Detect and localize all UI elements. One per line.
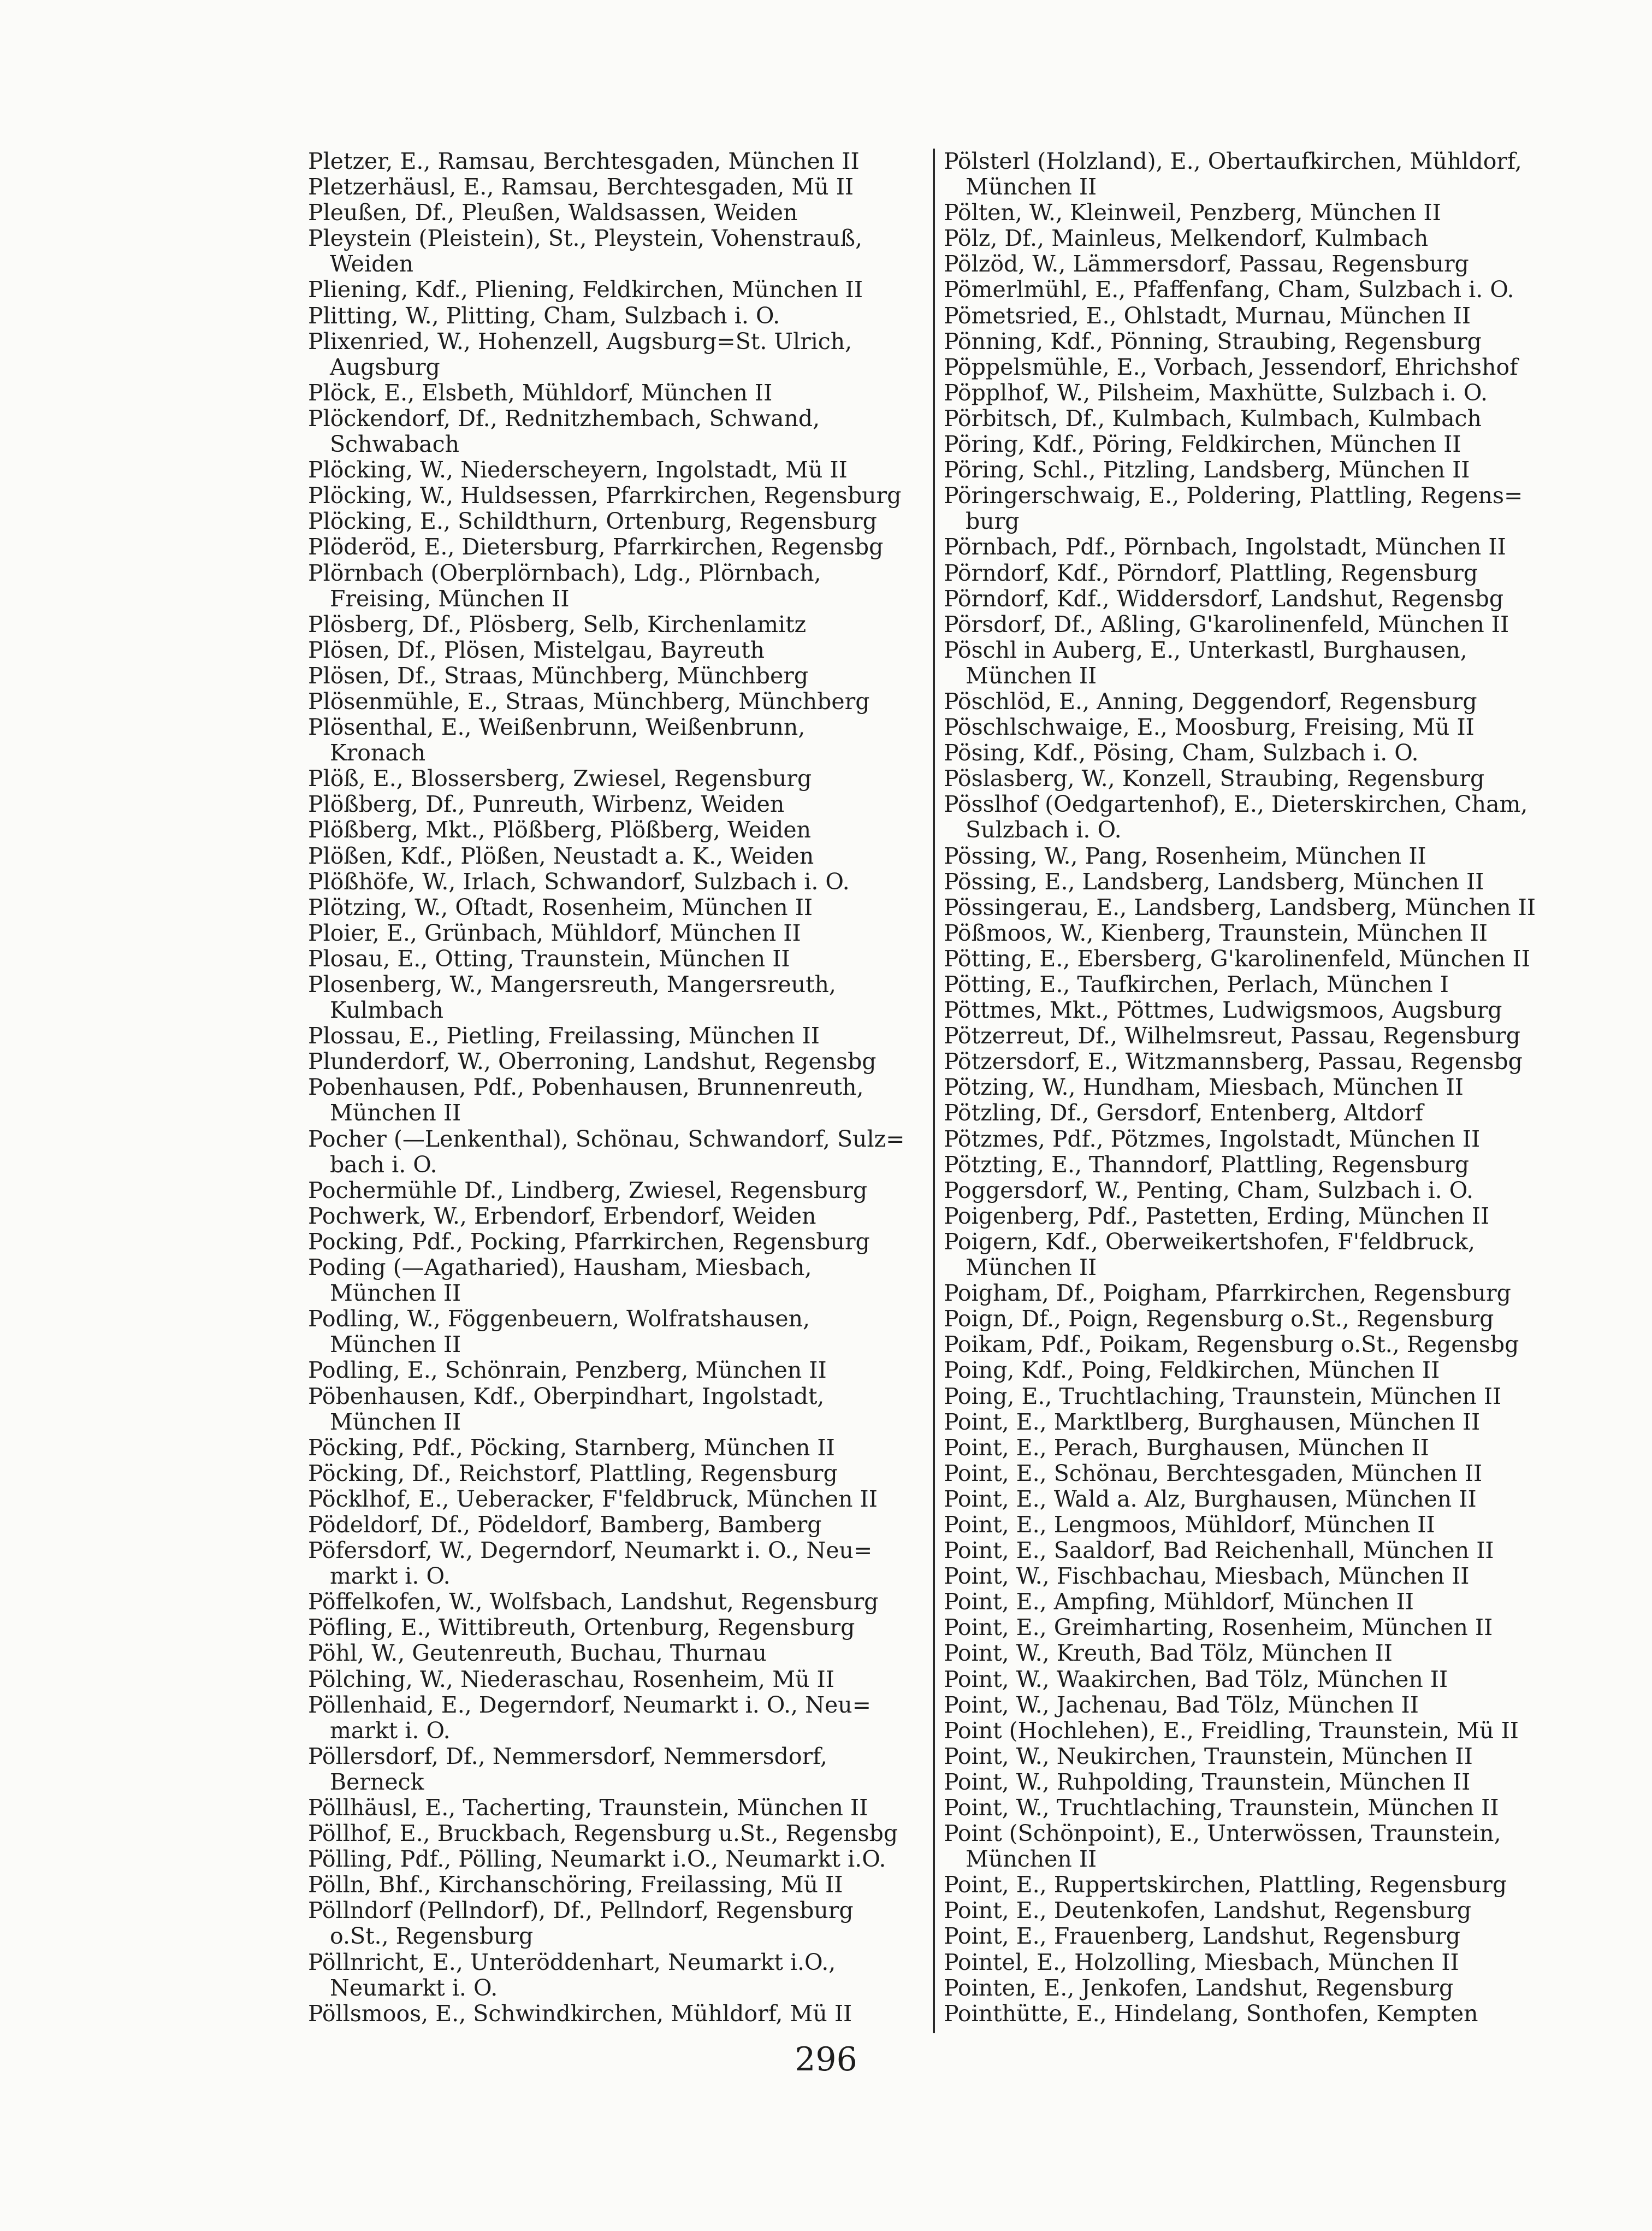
entry-line: Plossau, E., Pietling, Freilassing, München II — [308, 1023, 820, 1049]
entry-line: Plunderdorf, W., Oberroning, Landshut, Regensbg — [308, 1049, 877, 1075]
index-entry — [944, 560, 1565, 586]
entry-line: Podling, E., Schönrain, Penzberg, München II — [308, 1358, 827, 1384]
entry-line: Plöck, E., Elsbeth, Mühldorf, München II — [308, 380, 773, 406]
entry-line: Pörsdorf, Df., Aßling, G'karolinenfeld, München II — [944, 611, 1509, 638]
index-entry — [944, 998, 1565, 1023]
index-entry — [944, 1512, 1565, 1538]
index-entry — [944, 1435, 1565, 1461]
entry-line: Pößmoos, W., Kienberg, Traunstein, München II — [944, 920, 1488, 946]
entry-continuation: München II — [330, 1280, 461, 1307]
entry-line: Pleystein (Pleistein), St., Pleystein, Vohenstrauß, — [308, 226, 863, 252]
entry-line: Point, E., Ruppertskirchen, Plattling, Regensburg — [944, 1872, 1507, 1898]
entry-line: Pössing, E., Landsberg, Landsberg, München II — [944, 869, 1484, 895]
entry-line: Pöfling, E., Wittibreuth, Ortenburg, Regensburg — [308, 1615, 855, 1641]
entry-line: Plörnbach (Oberplörnbach), Ldg., Plörnbach, — [308, 560, 821, 586]
index-entry — [308, 560, 936, 612]
index-entry — [944, 380, 1565, 406]
entry-continuation: Schwabach — [330, 431, 460, 458]
entry-line: Pölln, Bhf., Kirchanschöring, Freilassing, Mü II — [308, 1872, 843, 1898]
entry-continuation: München II — [330, 1408, 461, 1435]
entry-line: Pötzersdorf, E., Witzmannsberg, Passau, Regensbg — [944, 1049, 1523, 1075]
entry-continuation: München II — [966, 1846, 1097, 1873]
index-entry — [944, 1229, 1565, 1280]
index-entry — [308, 1795, 936, 1821]
right-column — [944, 149, 1565, 2027]
index-entry — [944, 1152, 1565, 1178]
index-entry — [308, 149, 936, 174]
index-entry — [944, 2001, 1565, 2027]
index-entry — [944, 1100, 1565, 1126]
index-entry — [944, 612, 1565, 638]
entry-line: Pödeldorf, Df., Pödeldorf, Bamberg, Bamberg — [308, 1512, 822, 1538]
entry-line: Pöcking, Df., Reichstorf, Plattling, Regensburg — [308, 1460, 838, 1486]
entry-line: Point, E., Greimharting, Rosenheim, München II — [944, 1615, 1493, 1641]
entry-line: Pösing, Kdf., Pösing, Cham, Sulzbach i. O. — [944, 740, 1419, 766]
index-entry — [308, 869, 936, 895]
index-entry — [308, 1821, 936, 1846]
entry-line: Pöschlöd, E., Anning, Deggendorf, Regensburg — [944, 688, 1477, 715]
entry-continuation: Weiden — [330, 251, 414, 278]
index-entry — [308, 1435, 936, 1461]
index-entry — [944, 432, 1565, 457]
index-entry — [944, 1126, 1565, 1152]
index-entry — [308, 483, 936, 509]
index-entry — [944, 1821, 1565, 1872]
entry-line: Pointel, E., Holzolling, Miesbach, München II — [944, 1949, 1459, 1975]
column-divider — [933, 149, 935, 2033]
entry-line: Plösberg, Df., Plösberg, Selb, Kirchenlamitz — [308, 611, 807, 638]
entry-line: Pölzöd, W., Lämmersdorf, Passau, Regensburg — [944, 251, 1469, 278]
index-entry — [944, 1872, 1565, 1898]
index-entry — [944, 1306, 1565, 1332]
entry-continuation: burg — [966, 508, 1020, 535]
index-entry — [308, 638, 936, 663]
entry-line: Point, W., Ruhpolding, Traunstein, München II — [944, 1769, 1471, 1795]
entry-line: Poing, E., Truchtlaching, Traunstein, München II — [944, 1383, 1502, 1409]
entry-line: Pöllsmoos, E., Schwindkirchen, Mühldorf, Mü II — [308, 2000, 852, 2027]
index-entry — [944, 792, 1565, 843]
entry-line: Poigern, Kdf., Oberweikertshofen, F'feldbruck, — [944, 1229, 1476, 1255]
index-entry — [308, 1692, 936, 1744]
index-entry — [308, 1075, 936, 1126]
index-entry — [944, 1692, 1565, 1718]
entry-line: Pölsterl (Holzland), E., Obertaufkirchen, Mühldorf, — [944, 149, 1522, 174]
index-entry — [308, 1950, 936, 2001]
index-entry — [308, 1486, 936, 1512]
index-entry — [944, 457, 1565, 483]
index-entry — [308, 457, 936, 483]
index-entry — [308, 1512, 936, 1538]
index-entry — [944, 1332, 1565, 1358]
entry-line: Point, E., Wald a. Alz, Burghausen, München II — [944, 1486, 1477, 1512]
entry-line: Pömetsried, E., Ohlstadt, Murnau, München II — [944, 303, 1471, 329]
index-entry — [944, 740, 1565, 766]
entry-continuation: Kronach — [330, 740, 426, 766]
entry-line: Plösen, Df., Plösen, Mistelgau, Bayreuth — [308, 637, 765, 663]
entry-line: Pöring, Kdf., Pöring, Feldkirchen, München II — [944, 432, 1461, 458]
index-entry — [308, 1872, 936, 1898]
entry-line: Pörndorf, Kdf., Widdersdorf, Landshut, Regensbg — [944, 586, 1504, 612]
index-entry — [944, 1384, 1565, 1409]
index-entry — [944, 1049, 1565, 1075]
entry-line: Point, E., Deutenkofen, Landshut, Regensburg — [944, 1898, 1472, 1924]
entry-continuation: Freising, München II — [330, 585, 570, 612]
index-entry — [308, 329, 936, 380]
entry-line: Poigham, Df., Poigham, Pfarrkirchen, Regensburg — [944, 1280, 1511, 1307]
entry-line: Plöcking, E., Schildthurn, Ortenburg, Regensburg — [308, 509, 877, 535]
entry-line: Pöring, Schl., Pitzling, Landsberg, München II — [944, 457, 1470, 483]
entry-continuation: markt i. O. — [330, 1717, 451, 1744]
entry-line: Plöderöd, E., Dietersburg, Pfarrkirchen, Regensbg — [308, 534, 884, 560]
index-entry — [308, 612, 936, 638]
index-entry — [944, 1615, 1565, 1640]
entry-continuation: Neumarkt i. O. — [330, 1974, 498, 2001]
entry-line: Pocking, Pdf., Pocking, Pfarrkirchen, Regensburg — [308, 1229, 870, 1255]
entry-line: Point, E., Schönau, Berchtesgaden, München II — [944, 1460, 1483, 1486]
entry-line: Poigenberg, Pdf., Pastetten, Erding, München II — [944, 1203, 1490, 1229]
entry-line: Pötzling, Df., Gersdorf, Entenberg, Altdorf — [944, 1100, 1424, 1126]
entry-line: Pliening, Kdf., Pliening, Feldkirchen, München II — [308, 277, 863, 303]
entry-line: Plitting, W., Plitting, Cham, Sulzbach i. O. — [308, 303, 780, 329]
index-entry — [308, 1744, 936, 1795]
index-entry — [944, 1538, 1565, 1563]
index-entry — [308, 200, 936, 226]
entry-line: Pölling, Pdf., Pölling, Neumarkt i.O., Neumarkt i.O. — [308, 1846, 886, 1873]
index-entry — [944, 1795, 1565, 1821]
index-entry — [308, 1846, 936, 1872]
index-entry — [308, 817, 936, 843]
index-entry — [308, 1229, 936, 1255]
index-entry — [944, 920, 1565, 946]
index-entry — [308, 1306, 936, 1358]
index-entry — [308, 715, 936, 766]
entry-line: Pöllndorf (Pellndorf), Df., Pellndorf, Regensburg — [308, 1898, 854, 1924]
entry-line: Pöhl, W., Geutenreuth, Buchau, Thurnau — [308, 1640, 767, 1667]
index-entry — [944, 1898, 1565, 1923]
entry-line: Pössing, W., Pang, Rosenheim, München II — [944, 843, 1426, 869]
entry-line: Pöllhäusl, E., Tacherting, Traunstein, München II — [308, 1795, 868, 1821]
entry-line: Pöttmes, Mkt., Pöttmes, Ludwigsmoos, Augsburg — [944, 998, 1502, 1024]
entry-line: Plötzing, W., Oſtadt, Rosenheim, München II — [308, 894, 813, 920]
entry-continuation: München II — [330, 1100, 461, 1126]
index-entry — [944, 1718, 1565, 1744]
entry-line: Plößhöfe, W., Irlach, Schwandorf, Sulzbach i. O. — [308, 869, 850, 895]
entry-line: Poign, Df., Poign, Regensburg o.St., Regensburg — [944, 1306, 1494, 1332]
index-entry — [308, 946, 936, 972]
entry-line: Point, W., Neukirchen, Traunstein, München II — [944, 1743, 1473, 1769]
entry-line: Plosau, E., Otting, Traunstein, München II — [308, 946, 790, 972]
index-entry — [944, 1589, 1565, 1615]
entry-line: Pöschl in Auberg, E., Unterkastl, Burghausen, — [944, 637, 1467, 663]
entry-line: Pöfersdorf, W., Degerndorf, Neumarkt i. O., Neu= — [308, 1538, 873, 1564]
entry-line: Plosenberg, W., Mangersreuth, Mangersreuth, — [308, 972, 836, 998]
entry-line: Point, E., Ampfing, Mühldorf, München II — [944, 1589, 1414, 1615]
entry-line: Pöppelsmühle, E., Vorbach, Jessendorf, Ehrichshof — [944, 354, 1518, 380]
entry-line: Pörbitsch, Df., Kulmbach, Kulmbach, Kulmbach — [944, 405, 1482, 432]
index-entry — [944, 1950, 1565, 1975]
entry-line: Pöffelkofen, W., Wolfsbach, Landshut, Regensburg — [308, 1589, 879, 1615]
entry-line: Pölching, W., Niederaschau, Rosenheim, Mü II — [308, 1666, 834, 1692]
index-entry — [308, 1640, 936, 1666]
entry-line: Pöllnricht, E., Unteröddenhart, Neumarkt i.O., — [308, 1949, 836, 1975]
entry-line: Pöschlschwaige, E., Moosburg, Freising, Mü II — [944, 715, 1475, 741]
entry-continuation: Berneck — [330, 1768, 424, 1795]
entry-line: Point, E., Saaldorf, Bad Reichenhall, München II — [944, 1538, 1494, 1564]
index-entry — [308, 766, 936, 792]
entry-line: Point, E., Perach, Burghausen, München II — [944, 1435, 1429, 1461]
index-entry — [944, 1409, 1565, 1435]
entry-line: Plößberg, Mkt., Plößberg, Plößberg, Weiden — [308, 817, 812, 843]
entry-line: Poikam, Pdf., Poikam, Regensburg o.St., Regensbg — [944, 1332, 1519, 1358]
index-entry — [944, 1744, 1565, 1769]
entry-line: Point, W., Fischbachau, Miesbach, München II — [944, 1563, 1470, 1590]
entry-line: Point, W., Waakirchen, Bad Tölz, München II — [944, 1666, 1448, 1692]
entry-line: Point, E., Frauenberg, Landshut, Regensburg — [944, 1923, 1460, 1950]
entry-continuation: Sulzbach i. O. — [966, 817, 1122, 843]
entry-line: Pletzer, E., Ramsau, Berchtesgaden, München II — [308, 149, 860, 174]
index-entry — [308, 843, 936, 869]
entry-line: Plöß, E., Blossersberg, Zwiesel, Regensburg — [308, 766, 812, 792]
index-entry — [944, 946, 1565, 972]
entry-continuation: München II — [966, 174, 1097, 200]
index-entry — [944, 972, 1565, 998]
page-number: 296 — [795, 2040, 857, 2079]
index-entry — [944, 1461, 1565, 1486]
index-entry — [944, 1769, 1565, 1795]
entry-line: Poing, Kdf., Poing, Feldkirchen, München II — [944, 1358, 1440, 1384]
entry-line: Pölz, Df., Mainleus, Melkendorf, Kulmbach — [944, 226, 1429, 252]
entry-continuation: bach i. O. — [330, 1151, 437, 1178]
index-entry — [308, 1358, 936, 1383]
index-entry — [944, 1203, 1565, 1229]
index-entry — [308, 1898, 936, 1949]
entry-line: Point (Hochlehen), E., Freidling, Traunstein, Mü II — [944, 1717, 1519, 1744]
entry-line: Pochermühle Df., Lindberg, Zwiesel, Regensburg — [308, 1177, 868, 1203]
entry-line: Pocher (—Lenkenthal), Schönau, Schwandorf, Sulz= — [308, 1126, 905, 1152]
entry-continuation: o.St., Regensburg — [330, 1923, 534, 1950]
entry-line: Poding (—Agatharied), Hausham, Miesbach, — [308, 1255, 812, 1281]
index-entry — [944, 534, 1565, 560]
entry-line: Pointen, E., Jenkofen, Landshut, Regensburg — [944, 1975, 1454, 2001]
entry-line: Pötzting, E., Thanndorf, Plattling, Regensburg — [944, 1152, 1469, 1178]
index-entry — [308, 534, 936, 560]
entry-line: Pöslasberg, W., Konzell, Straubing, Regensburg — [944, 766, 1485, 792]
index-entry — [308, 792, 936, 817]
index-entry — [308, 1589, 936, 1615]
index-entry — [308, 406, 936, 457]
index-entry — [944, 200, 1565, 226]
entry-line: Pöbenhausen, Kdf., Oberpindhart, Ingolstadt, — [308, 1383, 825, 1409]
entry-line: Podling, W., Föggenbeuern, Wolfratshausen, — [308, 1306, 810, 1332]
entry-line: Pöcking, Pdf., Pöcking, Starnberg, München II — [308, 1435, 835, 1461]
index-entry — [308, 2001, 936, 2027]
index-entry — [944, 843, 1565, 869]
index-entry — [944, 638, 1565, 689]
entry-line: Pletzerhäusl, E., Ramsau, Berchtesgaden, Mü II — [308, 174, 854, 200]
entry-line: Plöckendorf, Df., Rednitzhembach, Schwand, — [308, 405, 820, 432]
index-entry — [308, 1178, 936, 1203]
index-entry — [944, 869, 1565, 895]
index-entry — [308, 303, 936, 329]
entry-line: Plösenmühle, E., Straas, Münchberg, Münchberg — [308, 688, 870, 715]
entry-line: Pössingerau, E., Landsberg, Landsberg, München II — [944, 894, 1536, 920]
index-entry — [944, 355, 1565, 380]
index-entry — [308, 1615, 936, 1640]
index-entry — [944, 1667, 1565, 1692]
index-entry — [308, 509, 936, 534]
index-entry — [944, 1640, 1565, 1666]
index-entry — [308, 1384, 936, 1435]
index-entry — [308, 1023, 936, 1049]
index-entry — [944, 1923, 1565, 1949]
entry-line: Pointhütte, E., Hindelang, Sonthofen, Kempten — [944, 2000, 1478, 2027]
index-entry — [308, 1255, 936, 1306]
entry-continuation: München II — [966, 1254, 1097, 1281]
entry-line: Pörndorf, Kdf., Pörndorf, Plattling, Regensburg — [944, 560, 1478, 586]
entry-line: Poggersdorf, W., Penting, Cham, Sulzbach i. O. — [944, 1177, 1473, 1203]
index-entry — [944, 1563, 1565, 1589]
entry-line: Plösen, Df., Straas, Münchberg, Münchberg — [308, 663, 809, 689]
index-entry — [308, 972, 936, 1023]
entry-line: Pobenhausen, Pdf., Pobenhausen, Brunnenreuth, — [308, 1075, 864, 1101]
entry-line: Pötting, E., Ebersberg, G'karolinenfeld, München II — [944, 946, 1530, 972]
index-entry — [944, 895, 1565, 920]
entry-line: Pötzmes, Pdf., Pötzmes, Ingolstadt, München II — [944, 1126, 1481, 1152]
index-entry — [944, 226, 1565, 251]
index-entry — [308, 663, 936, 689]
entry-line: Plösenthal, E., Weißenbrunn, Weißenbrunn, — [308, 715, 806, 741]
entry-line: Plixenried, W., Hohenzell, Augsburg=St. Ulrich, — [308, 328, 852, 355]
index-entry — [308, 689, 936, 715]
index-entry — [944, 1358, 1565, 1383]
index-entry — [944, 277, 1565, 303]
index-entry — [308, 1667, 936, 1692]
entry-line: Ploier, E., Grünbach, Mühldorf, München II — [308, 920, 801, 946]
index-entry — [944, 1280, 1565, 1306]
index-entry — [944, 1023, 1565, 1049]
index-entry — [944, 586, 1565, 612]
left-column — [308, 149, 936, 2027]
entry-line: Point, E., Lengmoos, Mühldorf, München II — [944, 1512, 1435, 1538]
index-entry — [944, 766, 1565, 792]
entry-line: Pösslhof (Oedgartenhof), E., Dieterskirchen, Cham, — [944, 792, 1528, 818]
entry-line: Point, E., Marktlberg, Burghausen, München II — [944, 1409, 1481, 1435]
entry-line: Plößberg, Df., Punreuth, Wirbenz, Weiden — [308, 792, 785, 818]
index-entry — [308, 1538, 936, 1589]
entry-line: Pöringerschwaig, E., Poldering, Plattling, Regens= — [944, 483, 1523, 509]
index-entry — [308, 1203, 936, 1229]
index-entry — [308, 277, 936, 303]
index-entry — [308, 1126, 936, 1178]
index-entry — [944, 1178, 1565, 1203]
entry-line: Plöcking, W., Niederscheyern, Ingolstadt, Mü II — [308, 457, 848, 483]
entry-continuation: markt i. O. — [330, 1563, 451, 1590]
entry-line: Pochwerk, W., Erbendorf, Erbendorf, Weiden — [308, 1203, 816, 1229]
index-entry — [308, 1049, 936, 1075]
entry-line: Plöcking, W., Huldsessen, Pfarrkirchen, Regensburg — [308, 483, 902, 509]
index-entry — [944, 251, 1565, 277]
index-entry — [308, 1461, 936, 1486]
entry-line: Pötting, E., Taufkirchen, Perlach, München I — [944, 972, 1449, 998]
index-entry — [944, 1975, 1565, 2001]
entry-line: Point, W., Jachenau, Bad Tölz, München II — [944, 1692, 1419, 1718]
index-entry — [944, 689, 1565, 715]
entry-line: Pölten, W., Kleinweil, Penzberg, München II — [944, 200, 1441, 226]
entry-line: Point, W., Kreuth, Bad Tölz, München II — [944, 1640, 1393, 1667]
entry-line: Pötzerreut, Df., Wilhelmsreut, Passau, Regensburg — [944, 1023, 1520, 1049]
entry-line: Pöllenhaid, E., Degerndorf, Neumarkt i. O., Neu= — [308, 1692, 871, 1718]
index-entry — [308, 174, 936, 200]
entry-line: Pötzing, W., Hundham, Miesbach, München II — [944, 1075, 1464, 1101]
entry-line: Pönning, Kdf., Pönning, Straubing, Regensburg — [944, 328, 1482, 355]
index-entry — [308, 895, 936, 920]
entry-continuation: Augsburg — [330, 353, 440, 380]
index-entry — [944, 715, 1565, 740]
entry-continuation: München II — [330, 1331, 461, 1358]
index-entry — [944, 1075, 1565, 1100]
entry-line: Pömerlmühl, E., Pfaffenfang, Cham, Sulzbach i. O. — [944, 277, 1514, 303]
entry-line: Pörnbach, Pdf., Pörnbach, Ingolstadt, München II — [944, 534, 1506, 560]
index-entry — [308, 226, 936, 277]
entry-line: Pöpplhof, W., Pilsheim, Maxhütte, Sulzbach i. O. — [944, 380, 1488, 406]
entry-line: Point (Schönpoint), E., Unterwössen, Traunstein, — [944, 1821, 1501, 1847]
index-entry — [944, 406, 1565, 432]
index-entry — [944, 303, 1565, 329]
index-entry — [944, 329, 1565, 355]
index-entry — [944, 483, 1565, 534]
entry-line: Plößen, Kdf., Plößen, Neustadt a. K., Weiden — [308, 843, 814, 869]
entry-line: Pöllersdorf, Df., Nemmersdorf, Nemmersdorf, — [308, 1743, 827, 1769]
entry-line: Pleußen, Df., Pleußen, Waldsassen, Weiden — [308, 200, 798, 226]
index-entry — [308, 380, 936, 406]
index-entry — [308, 920, 936, 946]
entry-continuation: Kulmbach — [330, 997, 444, 1024]
entry-line: Pöllhof, E., Bruckbach, Regensburg u.St., Regensbg — [308, 1821, 898, 1847]
index-entry — [944, 149, 1565, 200]
entry-line: Point, W., Truchtlaching, Traunstein, München II — [944, 1795, 1499, 1821]
entry-continuation: München II — [966, 662, 1097, 689]
entry-line: Pöcklhof, E., Ueberacker, F'feldbruck, München II — [308, 1486, 878, 1512]
index-entry — [944, 1486, 1565, 1512]
